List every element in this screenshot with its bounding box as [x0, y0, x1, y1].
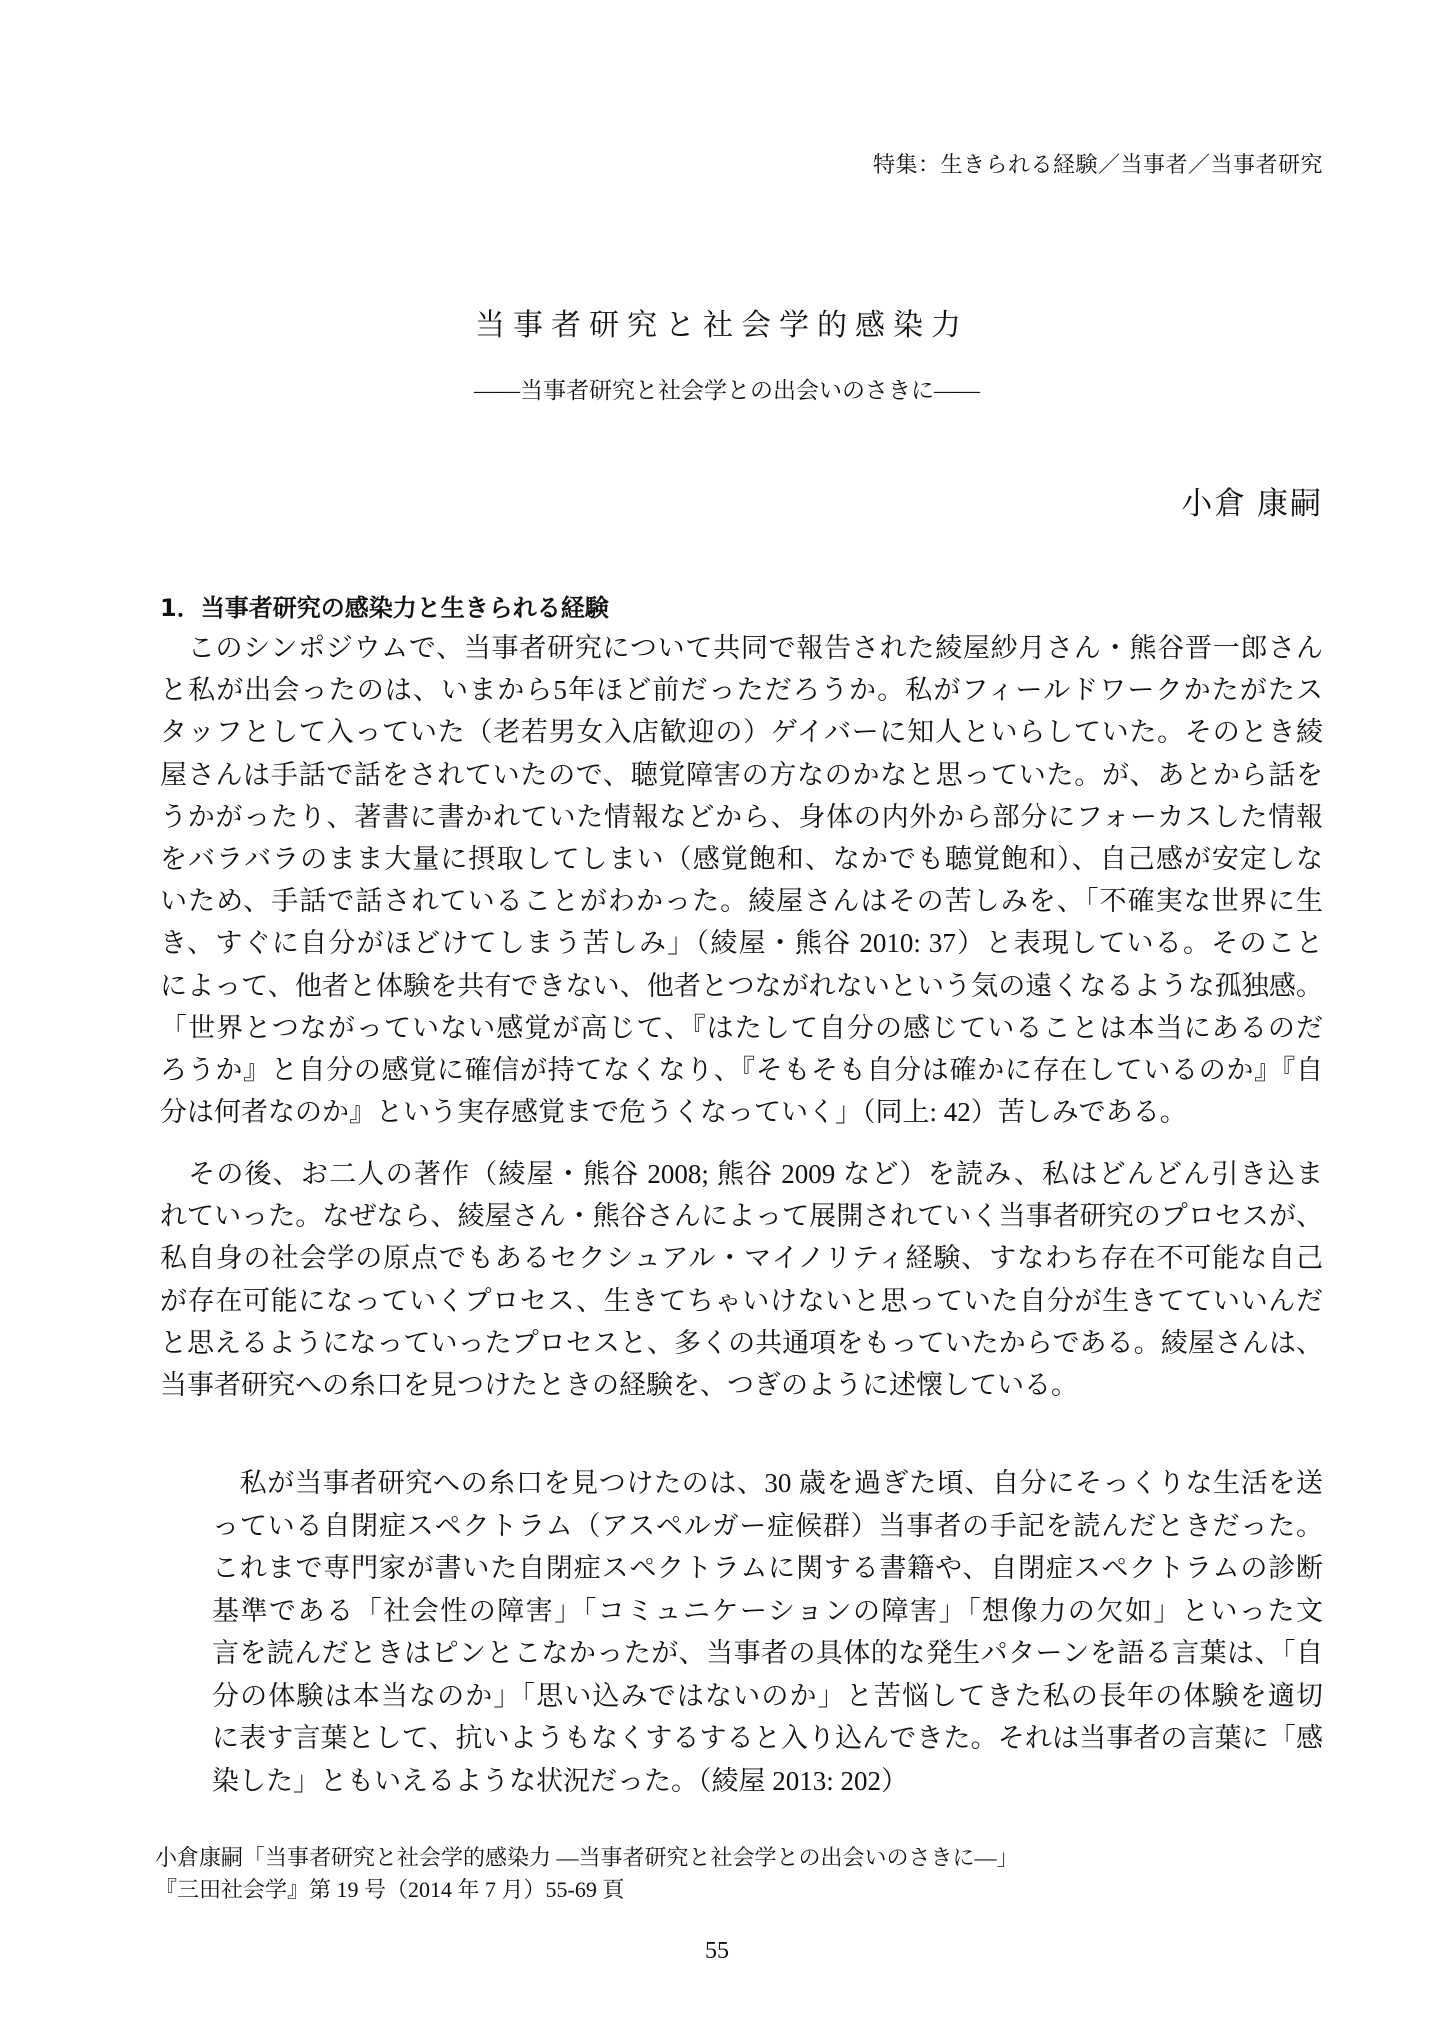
text-line: れていった。なぜなら、綾屋さん・熊谷さんによって展開されていく当事者研究のプロセスが、	[160, 1201, 1323, 1232]
text-line: き、すぐに自分がほどけてしまう苦しみ」（綾屋・熊谷 2010: 37）と表現している。そのこと	[160, 928, 1323, 959]
section-heading: 1．当事者研究の感染力と生きられる経験	[160, 594, 609, 622]
text-line: これまで専門家が書いた自閉症スペクトラムに関する書籍や、自閉症スペクトラムの診断	[212, 1553, 1323, 1583]
author-name: 小倉 康嗣	[1181, 486, 1323, 521]
text-line: 分の体験は本当なのか」「思い込みではないのか」と苦悩してきた私の長年の体験を適切	[212, 1680, 1323, 1711]
text-line: が存在可能になっていくプロセス、生きてちゃいけないと思っていた自分が生きてていいんだ	[160, 1285, 1323, 1316]
text-line: をバラバラのまま大量に摂取してしまい（感覚飽和、なかでも聴覚飽和）、自己感が安定しな	[160, 843, 1323, 874]
text-line: このシンポジウムで、当事者研究について共同で報告された綾屋紗月さん・熊谷晋一郎さん	[160, 633, 1323, 663]
text-line: っている自閉症スペクトラム（アスペルガー症候群）当事者の手記を読んだときだった。	[212, 1510, 1323, 1541]
text-line: 「世界とつながっていない感覚が高じて、『はたして自分の感じていることは本当にあるのだ	[160, 1012, 1323, 1043]
body-paragraph-1	[160, 627, 1323, 1133]
citation-line: 『三田社会学』第 19 号（2014 年 7 月）55-69 頁	[155, 1877, 625, 1902]
block-quote	[212, 1462, 1323, 1802]
text-line: うかがったり、著書に書かれていた情報などから、身体の内外から部分にフォーカスした情報	[160, 801, 1323, 832]
running-header: 特集：生きられる経験／当事者／当事者研究	[872, 153, 1323, 178]
citation-line: 小倉康嗣「当事者研究と社会学的感染力 ―当事者研究と社会学との出会いのさきに―」	[155, 1845, 1019, 1870]
text-line: ろうか』と自分の感覚に確信が持てなくなり、『そもそも自分は確かに存在しているのか』『自	[160, 1054, 1323, 1085]
text-line: によって、他者と体験を共有できない、他者とつながれないという気の遠くなるような孤独感。	[160, 970, 1323, 1001]
text-line: 基準である「社会性の障害」「コミュニケーションの障害」「想像力の欠如」といった文	[212, 1595, 1323, 1626]
text-line: と私が出会ったのは、いまから5年ほど前だっただろうか。私がフィールドワークかたがたス	[160, 675, 1323, 706]
text-line: 私が当事者研究への糸口を見つけたのは、30 歳を過ぎた頃、自分にそっくりな生活を送	[212, 1468, 1323, 1498]
text-line: いため、手話で話されていることがわかった。綾屋さんはその苦しみを、「不確実な世界に生	[160, 886, 1323, 917]
article-subtitle: ――当事者研究と社会学との出会いのさきに――	[474, 378, 980, 403]
article-title: 当事者研究と社会学的感染力	[475, 309, 969, 342]
text-line: 当事者研究への糸口を見つけたときの経験を、つぎのように述懐している。	[160, 1369, 1078, 1400]
citation-footer	[155, 1842, 1019, 1906]
text-line: 私自身の社会学の原点でもあるセクシュアル・マイノリティ経験、すなわち存在不可能な自己	[160, 1243, 1323, 1274]
text-line: 染した」ともいえるような状況だった。（綾屋 2013: 202）	[212, 1765, 909, 1796]
page-number: 55	[705, 1938, 729, 1964]
text-line: 屋さんは手話で話をされていたので、聴覚障害の方なのかなと思っていた。が、あとから話を	[160, 759, 1323, 790]
text-line: その後、お二人の著作（綾屋・熊谷 2008; 熊谷 2009 など）を読み、私はどんどん引き込ま	[160, 1159, 1323, 1189]
text-line: 分は何者なのか』という実存感覚まで危うくなっていく」（同上: 42）苦しみである。	[160, 1097, 1187, 1128]
text-line: タッフとして入っていた（老若男女入店歓迎の）ゲイバーに知人といらしていた。そのとき綾	[160, 717, 1323, 748]
body-paragraph-2	[160, 1153, 1323, 1406]
text-line: と思えるようになっていったプロセスと、多くの共通項をもっていたからである。綾屋さんは、	[160, 1327, 1323, 1358]
text-line: 言を読んだときはピンとこなかったが、当事者の具体的な発生パターンを語る言葉は、「自	[212, 1638, 1323, 1668]
text-line: に表す言葉として、抗いようもなくするすると入り込んできた。それは当事者の言葉に「感	[212, 1723, 1323, 1753]
